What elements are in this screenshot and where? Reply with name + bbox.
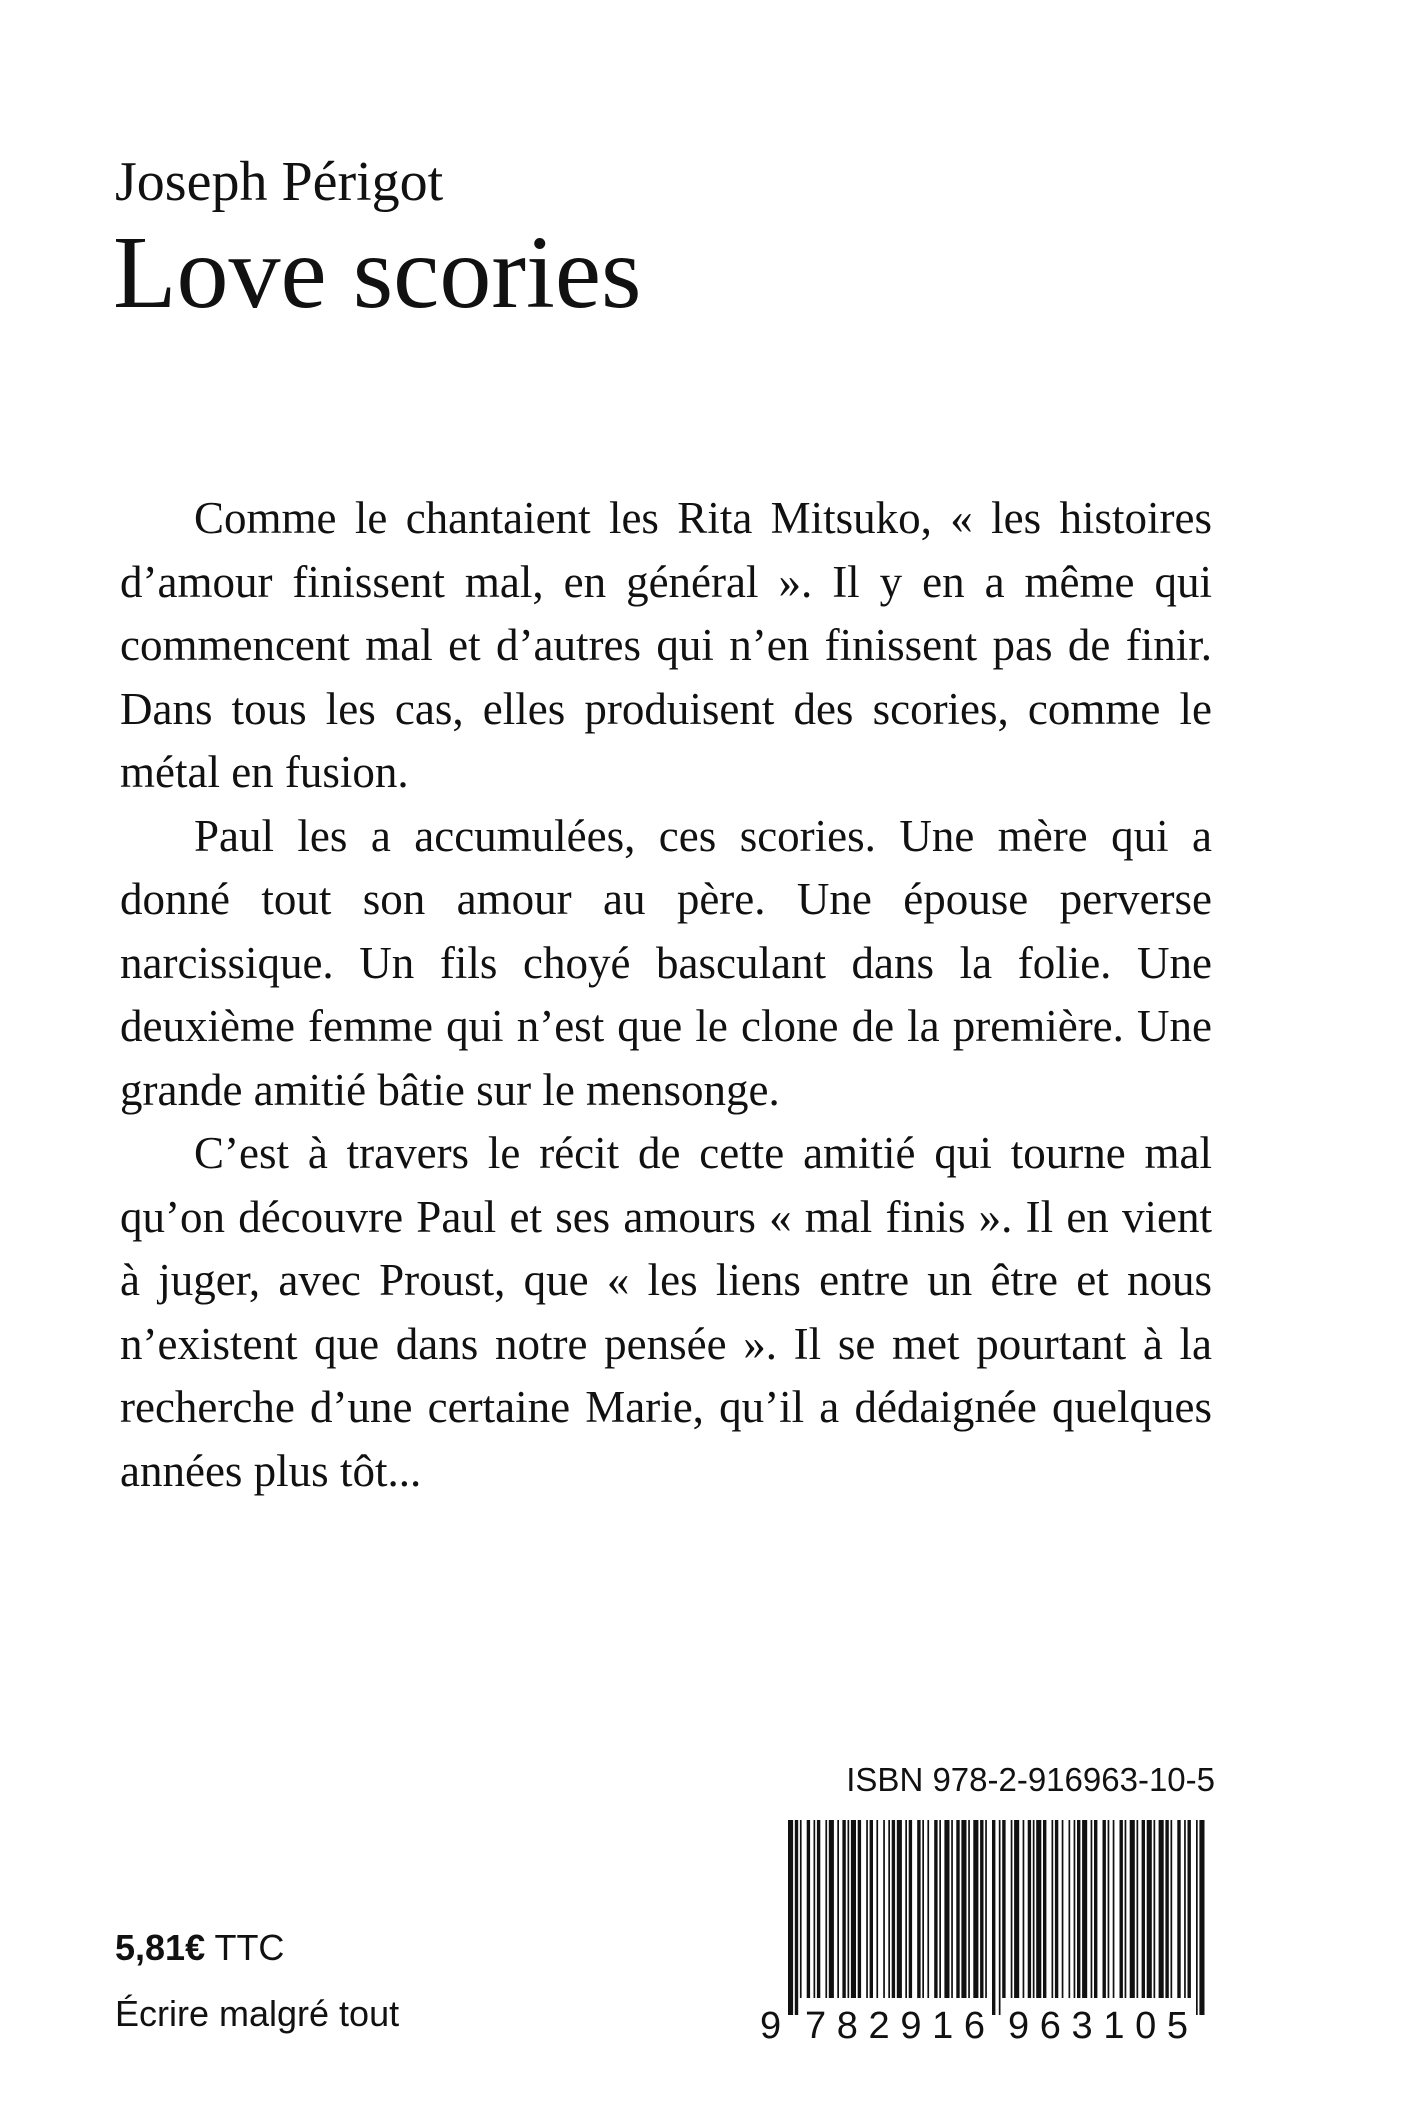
- barcode-bar: [1125, 1820, 1127, 1998]
- barcode-bar: [1113, 1820, 1115, 1998]
- barcode-left-digits: 782916: [805, 2005, 985, 2046]
- barcode-bar: [1103, 1820, 1106, 1998]
- barcode-bar: [1014, 1820, 1019, 1998]
- barcode-bar: [956, 1820, 959, 1998]
- barcode-bar: [1091, 1820, 1093, 1998]
- barcode-bar: [999, 1820, 1001, 2015]
- barcode-bar: [1094, 1820, 1097, 1998]
- barcode-bar: [1120, 1820, 1123, 1998]
- barcode: [760, 1820, 1215, 2046]
- barcode-bar: [851, 1820, 856, 1998]
- blurb-paragraph: C’est à travers le récit de cette amitié qui tourne mal qu’on découvre Paul et ses amours « mal finis ». Il en vient à juger, avec Proust, que « les liens entre un être et nous n’existent que dans notre pensée ». Il se met pourtant à la recherche d’une certaine Marie, qu’il a dédaignée quelques années plus tôt...: [120, 1128, 1212, 1496]
- barcode-bar: [858, 1820, 861, 1998]
- barcode-bar: [837, 1820, 839, 1998]
- barcode-bar: [922, 1820, 924, 1998]
- barcode-bar: [897, 1820, 902, 1998]
- barcode-bar: [842, 1820, 845, 1998]
- barcode-bar: [905, 1820, 907, 1998]
- back-cover-blurb: [120, 487, 1212, 1503]
- barcode-bar: [951, 1820, 953, 1998]
- barcode-bar: [909, 1820, 912, 1998]
- barcode-bar: [870, 1820, 873, 1998]
- barcode-bar: [1188, 1820, 1191, 1998]
- barcode-bar: [1199, 1820, 1204, 2015]
- barcode-bar: [1108, 1820, 1110, 1998]
- barcode-bar: [1074, 1820, 1076, 1998]
- barcode-bar: [883, 1820, 885, 1998]
- barcode-bar: [1023, 1820, 1025, 1998]
- barcode-bar: [968, 1820, 970, 1998]
- isbn-label: ISBN 978-2-916963-10-5: [846, 1761, 1215, 1798]
- barcode-bar: [939, 1820, 941, 1998]
- price-amount: 5,81€: [115, 1927, 206, 1968]
- barcode-bar: [1028, 1820, 1031, 1998]
- barcode-bar: [1033, 1820, 1035, 1998]
- barcode-bar: [825, 1820, 827, 1998]
- barcode-bar: [817, 1820, 820, 1998]
- price-tax-label: TTC: [214, 1927, 285, 1968]
- barcode-bar: [876, 1820, 878, 1998]
- barcode-bar: [800, 1820, 802, 1998]
- barcode-bar: [961, 1820, 966, 1998]
- barcode-bar: [980, 1820, 983, 1998]
- barcode-bar: [1171, 1820, 1173, 1998]
- barcode-bar: [927, 1820, 929, 1998]
- barcode-bar: [1154, 1820, 1156, 1998]
- barcode-bar: [1011, 1820, 1013, 1998]
- barcode-bar: [944, 1820, 949, 1998]
- blurb-paragraph: Comme le chantaient les Rita Mitsuko, « les histoires d’amour finissent mal, en général ». Il y en a même qui commencent mal et d’autres qui n’en finissent pas de finir. Dans tous les cas, elles produisent des scories, comme le métal en fusion.: [120, 493, 1212, 797]
- book-title: Love scories: [113, 215, 642, 330]
- barcode-bar: [934, 1820, 937, 1998]
- barcode-bar: [866, 1820, 868, 1998]
- barcode-bar: [1142, 1820, 1145, 1998]
- price: [115, 1926, 284, 1970]
- barcode-bar: [1165, 1820, 1168, 1998]
- barcode-bar: [985, 1820, 987, 1998]
- barcode-bar: [1130, 1820, 1135, 1998]
- barcode-bar: [1082, 1820, 1087, 1998]
- blurb-paragraph: Paul les a accumulées, ces scories. Une mère qui a donné tout son amour au père. Une épouse perverse narcissique. Un fils choyé basculant dans la folie. Une deuxième femme qui n’est que le clone de la première. Une grande amitié bâtie sur le mensonge.: [120, 810, 1212, 1115]
- barcode-bar: [917, 1820, 920, 1998]
- barcode-bar: [1184, 1820, 1186, 1998]
- barcode-bar: [973, 1820, 978, 1998]
- barcode-bars: [788, 1820, 1205, 2015]
- barcode-bar: [1147, 1820, 1152, 1998]
- author-name: Joseph Périgot: [115, 151, 444, 213]
- barcode-bar: [1052, 1820, 1054, 1998]
- barcode-bar: [829, 1820, 834, 1998]
- barcode-bar: [1137, 1820, 1139, 1998]
- barcode-bar: [992, 1820, 995, 2015]
- barcode-bar: [1196, 1820, 1198, 2015]
- barcode-bar: [1062, 1820, 1064, 1998]
- barcode-bar: [1036, 1820, 1041, 1998]
- barcode-bar: [1177, 1820, 1180, 1998]
- barcode-bar: [1159, 1820, 1164, 1998]
- collection-name: Écrire malgré tout: [115, 1993, 400, 2034]
- barcode-bar: [848, 1820, 850, 1998]
- barcode-bar: [888, 1820, 890, 1998]
- barcode-bar: [788, 1820, 793, 2015]
- barcode-bar: [892, 1820, 895, 1998]
- barcode-bar: [1055, 1820, 1058, 1998]
- barcode-first-digit: 9: [760, 2005, 782, 2046]
- barcode-bar: [795, 1820, 798, 2015]
- barcode-bar: [1002, 1820, 1005, 1998]
- barcode-bar: [1043, 1820, 1046, 1998]
- barcode-right-digits: 963105: [1008, 2005, 1188, 2046]
- barcode-bar: [1077, 1820, 1080, 1998]
- barcode-bar: [1069, 1820, 1071, 1998]
- barcode-bar: [814, 1820, 816, 1998]
- barcode-bar: [807, 1820, 810, 1998]
